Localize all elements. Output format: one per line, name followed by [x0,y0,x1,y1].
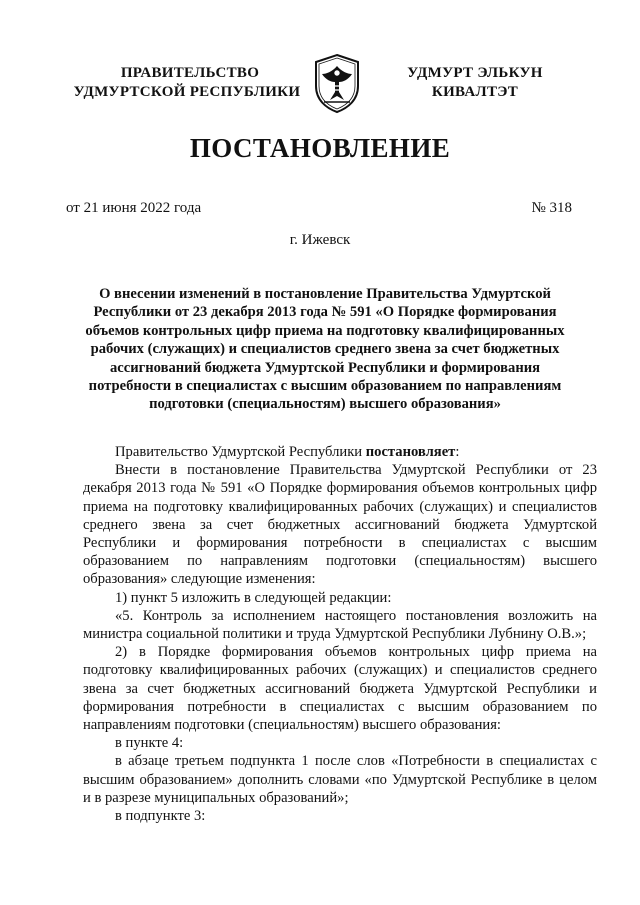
issuer-udmurt-line-1: УДМУРТ ЭЛЬКУН [407,65,543,81]
document-body [83,443,597,825]
document-type-title: ПОСТАНОВЛЕНИЕ [189,133,451,163]
body-paragraph-6: в абзаце третьем подпункта 1 после слов «Потребности в специалистах с высшим образованием» дополнить словами «по Удмуртской Республике в целом и в разрезе муниципальных образований»; [83,753,597,806]
body-paragraph-2: 1) пункт 5 изложить в следующей редакции: [115,589,392,606]
document-subject: О внесении изменений в постановление Правительства Удмуртской Республики от 23 декабря 2013 года № 591 «О Порядке формирования объемов контрольных цифр приема на подготовку квалифицированных рабочих (служащих) и специалистов среднего звена за счет бюджетных ассигнований бюджета Удмуртской Республики и формирования потребности в специалистах с высшим образованием по направлениям подготовки (специальностям) высшего образования» [85,286,565,413]
issuer-name-russian [60,64,320,102]
body-paragraph-5: в пункте 4: [115,735,184,752]
intro-text: Правительство Удмуртской Республики [115,444,366,460]
issuer-line-2: УДМУРТСКОЙ РЕСПУБЛИКИ [73,84,301,100]
document-number: № 318 [531,200,572,216]
body-paragraph-1: Внести в постановление Правительства Удмуртской Республики от 23 декабря 2013 года № 591 «О Порядке формирования объемов контрольных цифр приема на подготовку квалифицированных рабочих (служащих) и специалистов среднего звена за счет бюджетных ассигнований бюджета Удмуртской Республики и формирования потребности в специалистах с высшим образованием по направлениям подготовки (специальностям) высшего образования» следующие изменения: [83,462,597,588]
document-city: г. Ижевск [289,232,351,248]
intro-paragraph [83,443,597,461]
intro-bold-verb: постановляет [365,444,456,460]
body-paragraph-4: 2) в Порядке формирования объемов контрольных цифр приема на подготовку квалифицированных рабочих (служащих) и специалистов среднего звена за счет бюджетных ассигнований бюджета Удмуртской Республики и формирования потребности в специалистах с высшим образованием по направлениям подготовки (специальностям) высшего образования: [83,644,597,734]
body-paragraph-7: в подпункте 3: [115,808,206,825]
issuer-udmurt-line-2: КИВАЛТЭТ [431,84,519,100]
document-date: от 21 июня 2022 года [66,200,202,216]
issuer-line-1: ПРАВИТЕЛЬСТВО [120,65,260,81]
body-paragraph-3: «5. Контроль за исполнением настоящего постановления возложить на министра социальной политики и труда Удмуртской Республики Лубнину О.В.»; [83,607,597,643]
issuer-name-udmurt [380,64,570,102]
coat-of-arms-icon [308,52,366,114]
intro-colon: : [455,444,460,460]
